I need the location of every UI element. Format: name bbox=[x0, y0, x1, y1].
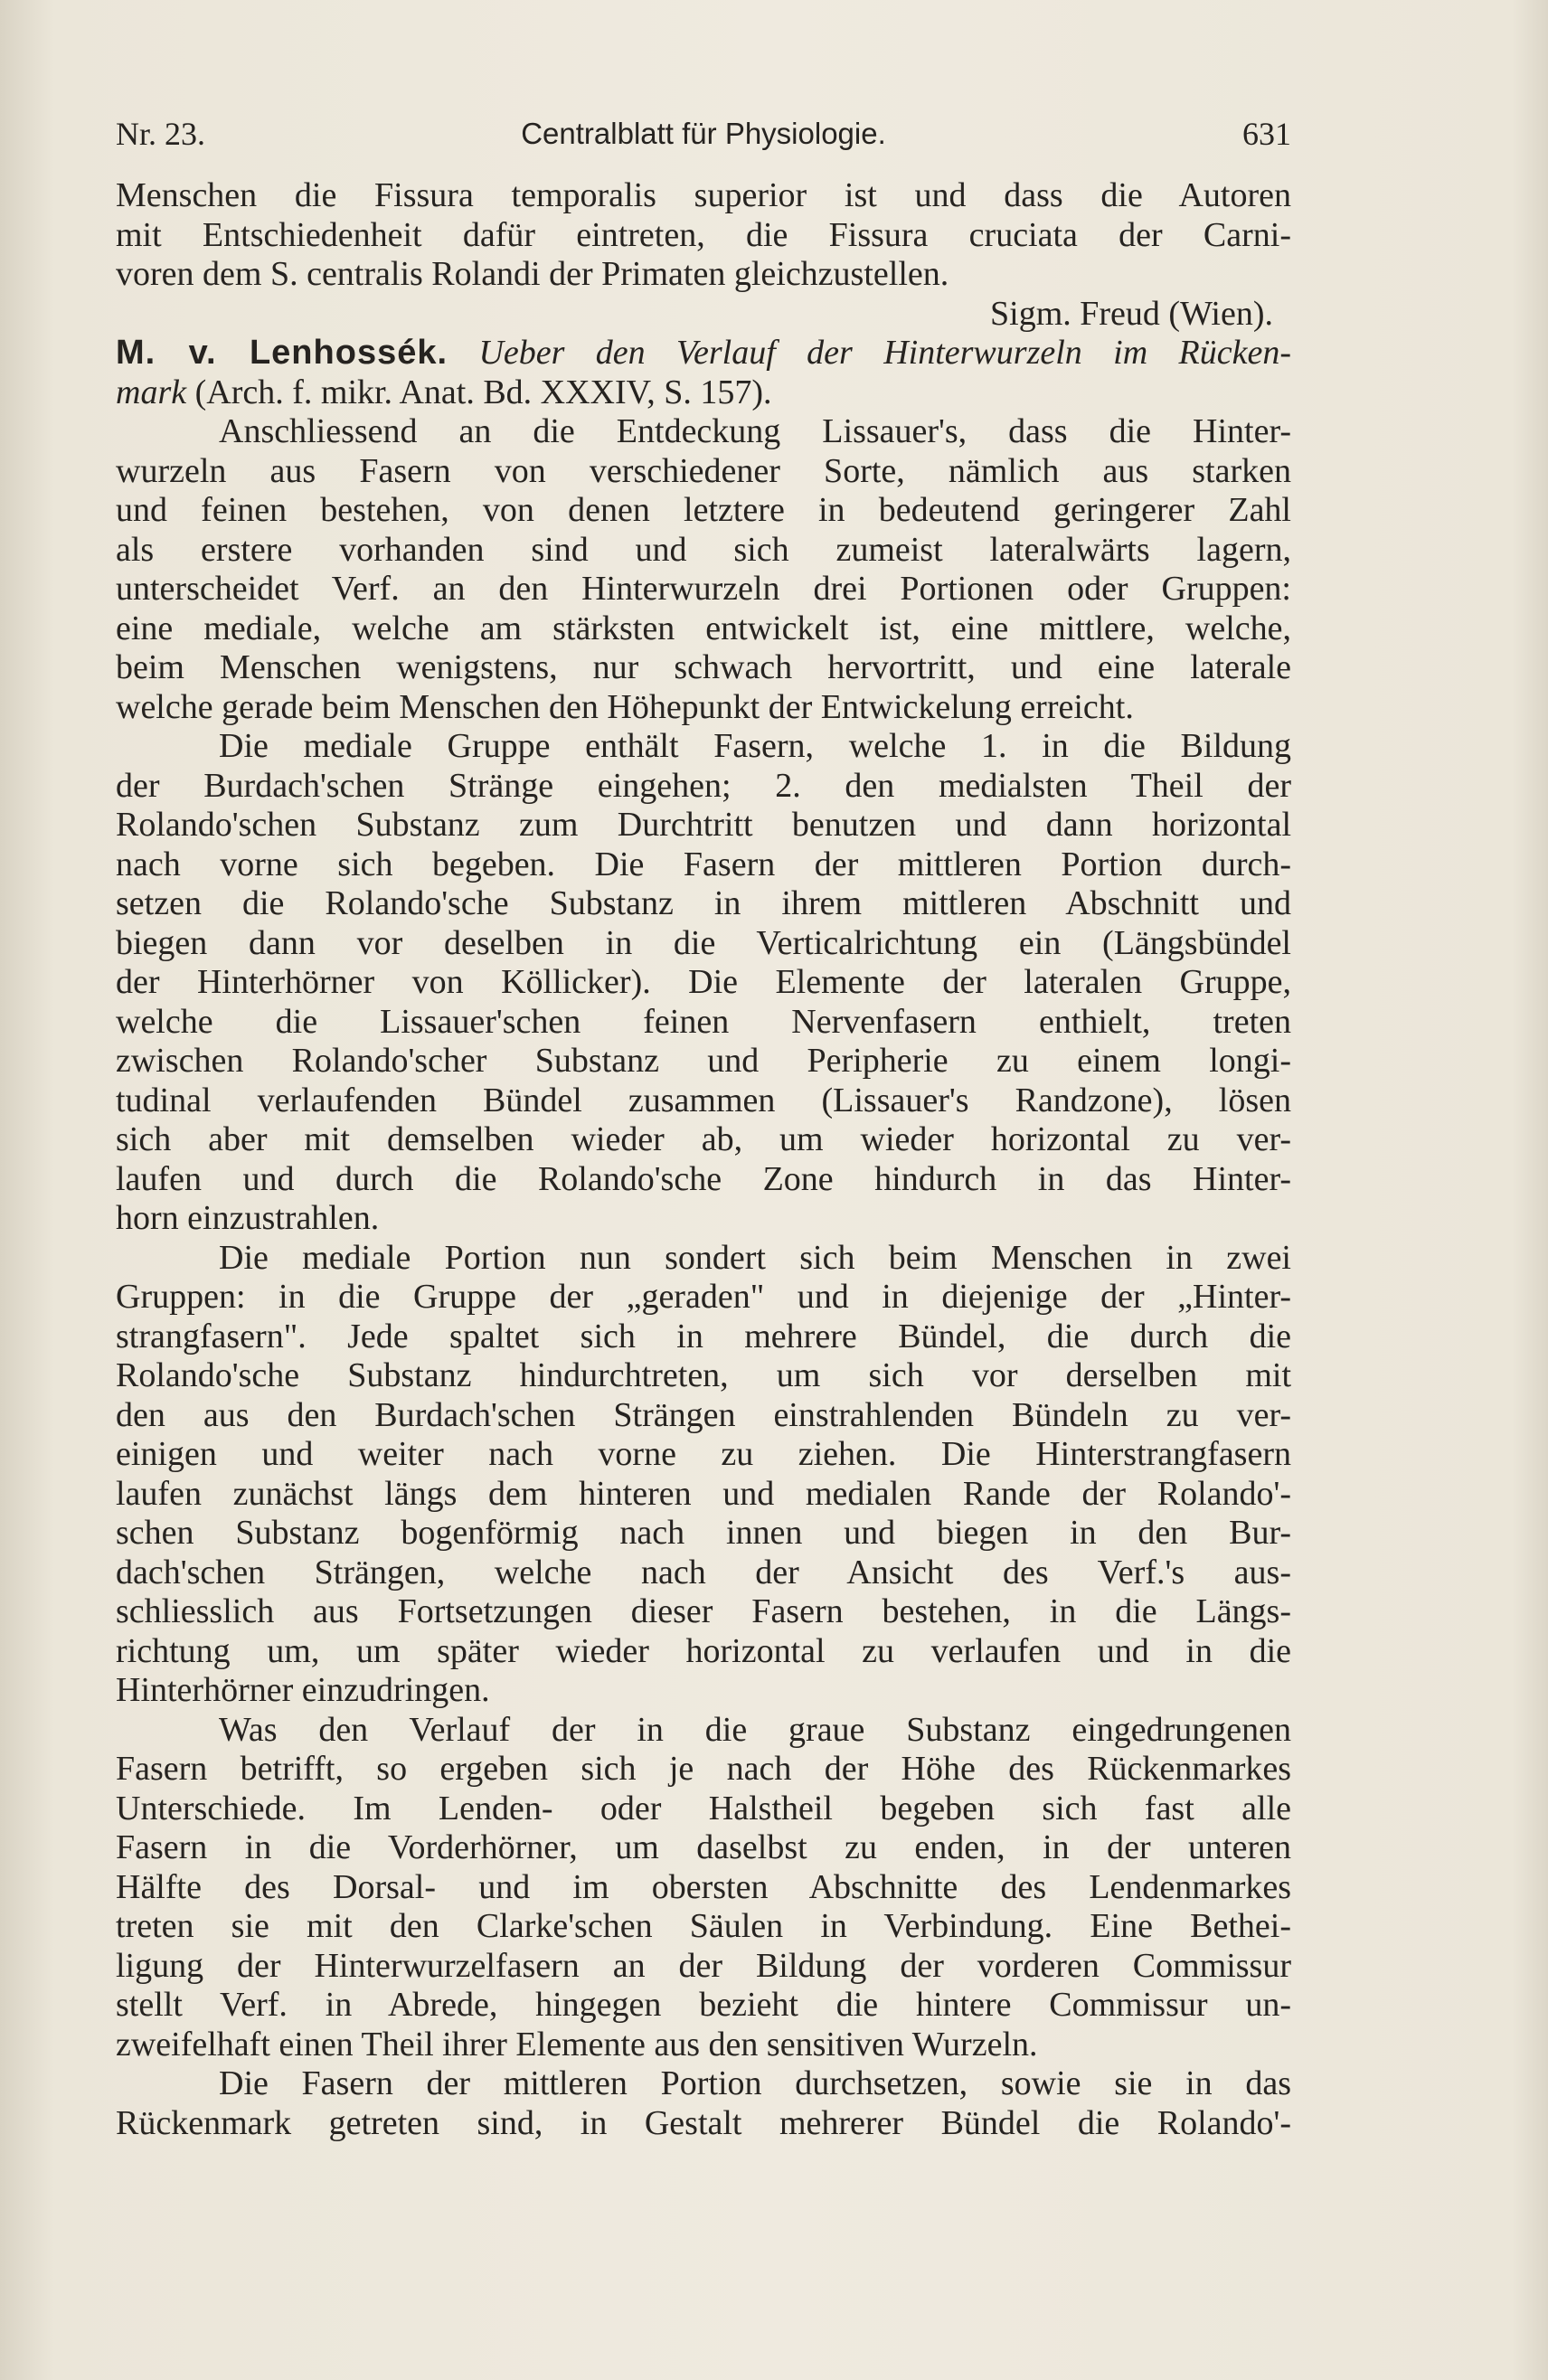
text-line: dach'schen Strängen, welche nach der Ansicht des Verf.'s aus- bbox=[116, 1553, 1291, 1591]
text-line: der Hinterhörner von Köllicker). Die Elemente der lateralen Gruppe, bbox=[116, 963, 1291, 1001]
paragraph-0 bbox=[116, 176, 1291, 295]
citation bbox=[116, 334, 1291, 412]
text-line: Die mediale Portion nun sondert sich beim Menschen in zwei bbox=[219, 1238, 1291, 1277]
text-line: laufen und durch die Rolando'sche Zone hindurch in das Hinter- bbox=[116, 1159, 1291, 1198]
text-line: Was den Verlauf der in die graue Substanz eingedrungenen bbox=[219, 1710, 1291, 1749]
paragraph-4 bbox=[116, 1711, 1291, 2065]
text-line: Menschen die Fissura temporalis superior ist und dass die Autoren bbox=[116, 176, 1291, 214]
text-line: nach vorne sich begeben. Die Fasern der mittleren Portion durch- bbox=[116, 845, 1291, 883]
text-line: ligung der Hinterwurzelfasern an der Bildung der vorderen Commissur bbox=[116, 1946, 1291, 1985]
text-line: Unterschiede. Im Lenden- oder Halstheil begeben sich fast alle bbox=[116, 1789, 1291, 1828]
text-line: Fasern in die Vorderhörner, um daselbst zu enden, in der unteren bbox=[116, 1828, 1291, 1866]
paragraph-3 bbox=[116, 1239, 1291, 1711]
text-line: zwischen Rolando'scher Substanz und Peripherie zu einem longi- bbox=[116, 1042, 1291, 1080]
signature: Sigm. Freud (Wien). bbox=[990, 294, 1273, 333]
text-line: unterscheidet Verf. an den Hinterwurzeln drei Portionen oder Gruppen: bbox=[116, 570, 1291, 608]
text-line: mit Entschiedenheit dafür eintreten, die Fissura cruciata der Carni- bbox=[116, 215, 1291, 254]
text-line: zweifelhaft einen Theil ihrer Elemente aus den sensitiven Wurzeln. bbox=[116, 2025, 1038, 2064]
text-line: Die Fasern der mittleren Portion durchsetzen, sowie sie in das bbox=[219, 2064, 1291, 2102]
text-line: Rolando'sche Substanz hindurchtreten, um sich vor derselben mit bbox=[116, 1356, 1291, 1394]
text-line: Anschliessend an die Entdeckung Lissauer's, dass die Hinter- bbox=[219, 412, 1291, 450]
text-line: Gruppen: in die Gruppe der „geraden" und in diejenige der „Hinter- bbox=[116, 1278, 1291, 1316]
text-line: Rolando'schen Substanz zum Durchtritt benutzen und dann horizontal bbox=[116, 806, 1291, 844]
paragraph-5 bbox=[116, 2064, 1291, 2143]
text-line: Hälfte des Dorsal- und im obersten Abschnitte des Lendenmarkes bbox=[116, 1867, 1291, 1906]
citation-author: M. v. Lenhossék. bbox=[116, 334, 448, 372]
citation-line-1 bbox=[116, 334, 1291, 373]
page-number: 631 bbox=[1242, 116, 1291, 152]
text-line: Rückenmark getreten sind, in Gestalt mehrerer Bündel die Rolando'- bbox=[116, 2103, 1291, 2142]
journal-title: Centralblatt für Physiologie. bbox=[521, 117, 886, 150]
text-line: horn einzustrahlen. bbox=[116, 1199, 380, 1237]
citation-title-2: mark bbox=[116, 373, 187, 411]
text-line: voren dem S. centralis Rolandi der Primaten gleichzustellen. bbox=[116, 255, 949, 293]
text-line: als erstere vorhanden sind und sich zumeist lateralwärts lagern, bbox=[116, 530, 1291, 569]
text-line: Die mediale Gruppe enthält Fasern, welche 1. in die Bildung bbox=[219, 727, 1291, 765]
text-line: schliesslich aus Fortsetzungen dieser Fasern bestehen, in die Längs- bbox=[116, 1592, 1291, 1630]
text-line: richtung um, um später wieder horizontal zu verlaufen und in die bbox=[116, 1631, 1291, 1670]
text-line: sich aber mit demselben wieder ab, um wieder horizontal zu ver- bbox=[116, 1120, 1291, 1158]
text-line: welche die Lissauer'schen feinen Nervenfasern enthielt, treten bbox=[116, 1002, 1291, 1041]
text-line: eine mediale, welche am stärksten entwickelt ist, eine mittlere, welche, bbox=[116, 609, 1291, 647]
text-line: Fasern betrifft, so ergeben sich je nach der Höhe des Rückenmarkes bbox=[116, 1750, 1291, 1788]
text-line: welche gerade beim Menschen den Höhepunkt der Entwickelung erreicht. bbox=[116, 687, 1134, 726]
text-line: und feinen bestehen, von denen letztere in bedeutend geringerer Zahl bbox=[116, 491, 1291, 529]
text-line: biegen dann vor deselben in die Verticalrichtung ein (Längsbündel bbox=[116, 923, 1291, 962]
text-line: tudinal verlaufenden Bündel zusammen (Lissauer's Randzone), lösen bbox=[116, 1081, 1291, 1119]
text-line: schen Substanz bogenförmig nach innen und biegen in den Bur- bbox=[116, 1514, 1291, 1552]
text-line: der Burdach'schen Stränge eingehen; 2. den medialsten Theil der bbox=[116, 766, 1291, 805]
text-line: den aus den Burdach'schen Strängen einstrahlenden Bündeln zu ver- bbox=[116, 1395, 1291, 1434]
citation-reference: (Arch. f. mikr. Anat. Bd. XXXIV, S. 157). bbox=[194, 373, 772, 411]
text-line: laufen zunächst längs dem hinteren und medialen Rande der Rolando'- bbox=[116, 1474, 1291, 1513]
citation-title-1: Ueber den Verlauf der Hinterwurzeln im Rücken- bbox=[478, 334, 1292, 372]
text-line: einigen und weiter nach vorne zu ziehen. Die Hinterstrangfasern bbox=[116, 1435, 1291, 1473]
article-body bbox=[116, 176, 1291, 2143]
text-line: setzen die Rolando'sche Substanz in ihrem mittleren Abschnitt und bbox=[116, 884, 1291, 922]
text-line: wurzeln aus Fasern von verschiedener Sorte, nämlich aus starken bbox=[116, 451, 1291, 490]
paragraph-2 bbox=[116, 727, 1291, 1239]
text-line: beim Menschen wenigstens, nur schwach hervortritt, und eine laterale bbox=[116, 648, 1291, 686]
page-header bbox=[116, 107, 1291, 161]
text-line: stellt Verf. in Abrede, hingegen bezieht die hintere Commissur un- bbox=[116, 1986, 1291, 2024]
text-line: strangfasern". Jede spaltet sich in mehrere Bündel, die durch die bbox=[116, 1317, 1291, 1355]
text-line: treten sie mit den Clarke'schen Säulen in Verbindung. Eine Bethei- bbox=[116, 1907, 1291, 1945]
paragraph-1 bbox=[116, 412, 1291, 727]
citation-line-2 bbox=[116, 373, 1291, 413]
issue-number: Nr. 23. bbox=[116, 116, 205, 152]
text-line: Hinterhörner einzudringen. bbox=[116, 1671, 490, 1709]
